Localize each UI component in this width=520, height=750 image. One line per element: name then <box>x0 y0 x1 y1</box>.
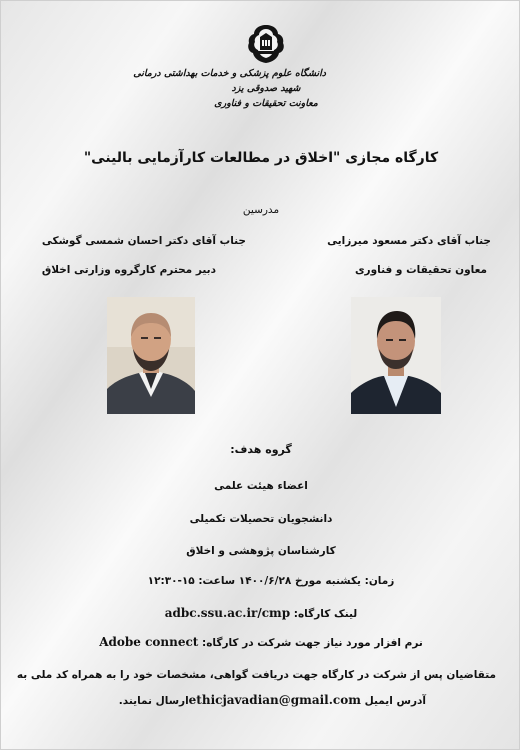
note-email-prefix: آدرس ایمیل <box>364 695 426 707</box>
contact-email-link[interactable]: ethicjavadian@gmail.com <box>188 693 361 707</box>
instructor-1-role: معاون تحقیقات و فناوری <box>354 264 487 276</box>
university-line-2: شهید صدوقی یزد <box>231 83 301 94</box>
instructor-1-photo <box>351 297 441 414</box>
target-group-item: کارشناسان پژوهشی و اخلاق <box>186 545 336 557</box>
instructor-1-name: جناب آقای دکتر مسعود میرزایی <box>327 235 491 247</box>
workshop-link-label: لینک کارگاه: <box>293 608 358 620</box>
target-group-label: گروه هدف: <box>230 443 292 456</box>
workshop-title: کارگاه مجازی "اخلاق در مطالعات کارآزمایی بالینی" <box>83 150 439 166</box>
teachers-label: مدرسین <box>242 204 280 216</box>
instructor-2-role: دبیر محترم کارگروه وزارتی اخلاق <box>41 264 216 276</box>
workshop-link-line <box>1 606 520 620</box>
workshop-datetime: زمان: یکشنبه مورخ ۱۴۰۰/۶/۲۸ ساعت: ۱۵-۱۲:۳۰ <box>147 575 395 587</box>
software-label: نرم افزار مورد نیاز جهت شرکت در کارگاه: <box>202 637 423 649</box>
target-group-item: دانشجویان تحصیلات تکمیلی <box>189 513 333 525</box>
university-line-3: معاونت تحقیقات و فناوری <box>214 98 318 109</box>
university-line-1: دانشگاه علوم پزشکی و خدمات بهداشتی درمانی <box>133 68 326 79</box>
university-logo-icon <box>245 23 287 65</box>
certificate-note-line-2 <box>118 693 426 707</box>
workshop-link-url[interactable]: adbc.ssu.ac.ir/cmp <box>164 606 291 620</box>
software-name: Adobe connect <box>99 635 199 649</box>
instructor-2-photo <box>107 297 195 414</box>
certificate-note-line-1: متقاضیان پس از شرکت در کارگاه جهت دریافت گواهی، مشخصات خود را به همراه کد ملی به <box>16 669 496 681</box>
note-email-suffix: ارسال نمایند. <box>118 695 189 707</box>
instructor-2-name: جناب آقای دکتر احسان شمسی گوشکی <box>41 235 246 247</box>
target-group-item: اعضاء هیئت علمی <box>214 480 308 492</box>
university-name-block <box>133 66 326 111</box>
software-line <box>1 635 520 649</box>
